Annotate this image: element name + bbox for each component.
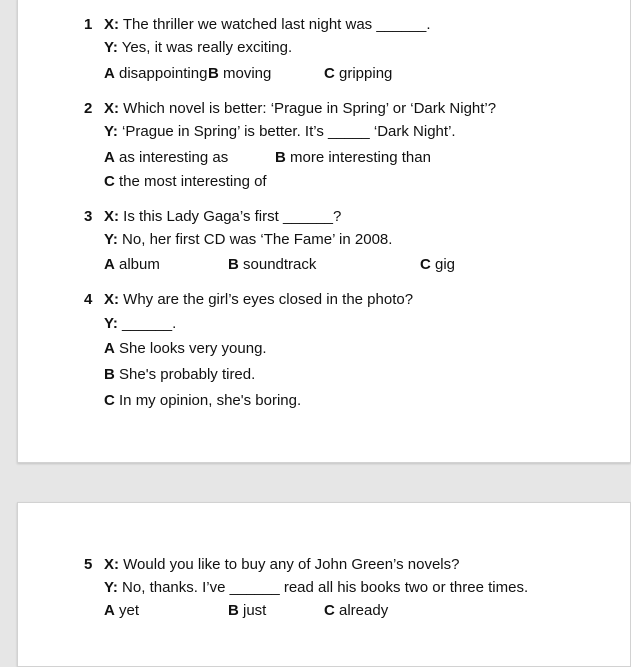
speaker-x-label: X: (104, 291, 119, 308)
option-c: C gripping (324, 65, 393, 82)
speaker-y-label: Y: (104, 579, 118, 596)
question-number: 2 (84, 100, 93, 117)
option-c: C In my opinion, she's boring. (104, 392, 302, 409)
option-a: A as interesting as (104, 149, 229, 166)
option-c: C the most interesting of (104, 173, 267, 190)
speaker-y-label: Y: (104, 315, 118, 332)
option-a: A She looks very young. (104, 340, 267, 357)
speaker-x-label: X: (104, 556, 119, 573)
option-a: A yet (104, 602, 140, 619)
option-b: B moving (208, 65, 272, 82)
question-number: 5 (84, 556, 93, 573)
question-y-text: ______. (117, 315, 177, 332)
question-y-text: Yes, it was really exciting. (117, 39, 293, 56)
question-number: 4 (84, 291, 93, 308)
question-y-text: No, thanks. I’ve ______ read all his books two or three times. (117, 579, 529, 596)
option-c: C already (324, 602, 389, 619)
speaker-y-label: Y: (104, 123, 118, 140)
question-x-text: The thriller we watched last night was ______. (119, 16, 431, 33)
option-b: B more interesting than (275, 149, 431, 166)
question-number: 1 (84, 16, 93, 33)
speaker-y-label: Y: (104, 231, 118, 248)
option-c: C gig (420, 256, 456, 273)
document-page-2 (17, 502, 631, 667)
document-page-1 (17, 0, 631, 463)
option-b: B just (228, 602, 267, 619)
option-b: B soundtrack (228, 256, 317, 273)
option-a: A album (104, 256, 160, 273)
question-x-text: Which novel is better: ‘Prague in Spring’ or ‘Dark Night’? (119, 100, 497, 117)
option-a: A disappointing (104, 65, 208, 82)
question-y-text: ‘Prague in Spring’ is better. It’s _____ ‘Dark Night’. (117, 123, 456, 140)
option-b: B She's probably tired. (104, 366, 256, 383)
question-number: 3 (84, 208, 93, 225)
question-x-text: Why are the girl’s eyes closed in the photo? (119, 291, 414, 308)
question-y-text: No, her first CD was ‘The Fame’ in 2008. (117, 231, 393, 248)
question-x-text: Would you like to buy any of John Green’s novels? (119, 556, 460, 573)
speaker-x-label: X: (104, 100, 119, 117)
speaker-y-label: Y: (104, 39, 118, 56)
question-x-text: Is this Lady Gaga’s first ______? (119, 208, 342, 225)
speaker-x-label: X: (104, 16, 119, 33)
speaker-x-label: X: (104, 208, 119, 225)
